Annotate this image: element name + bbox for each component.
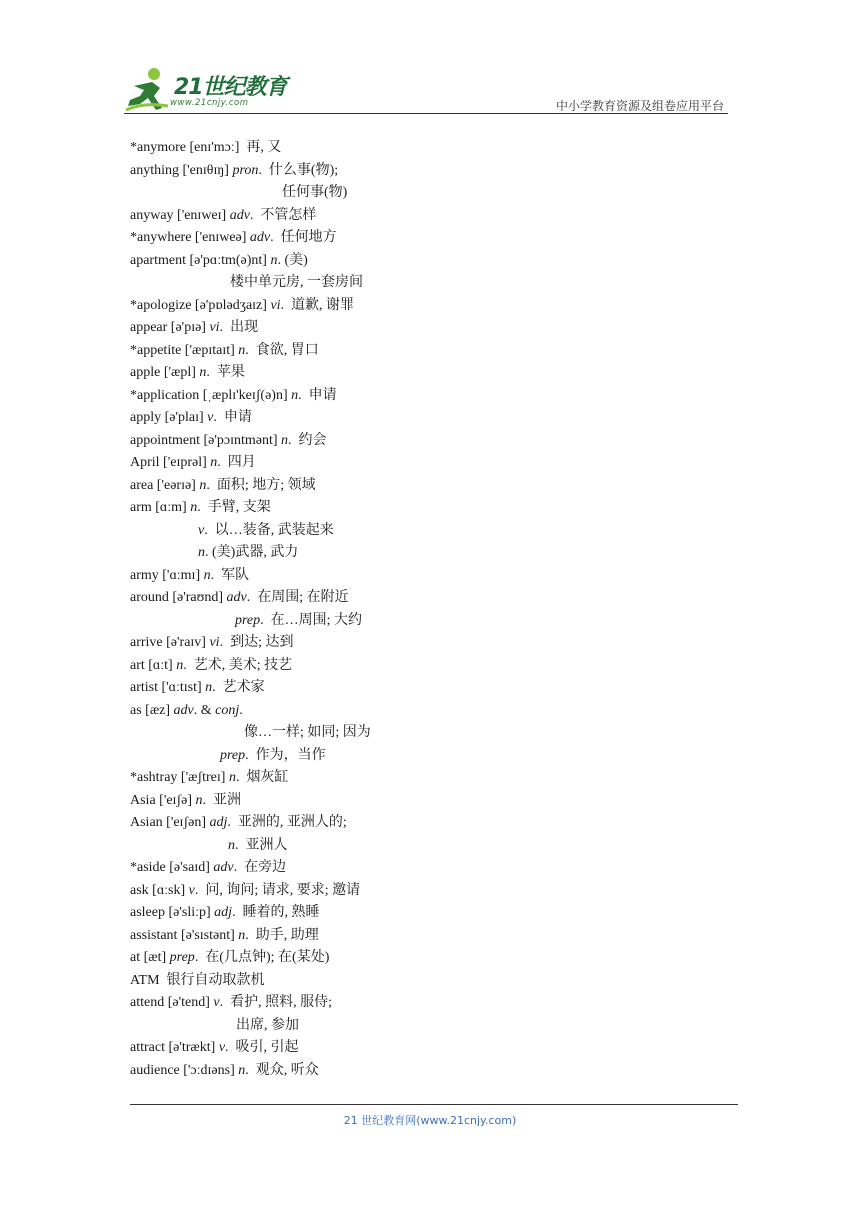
part-of-speech: n [291,387,299,403]
entry-text: . 作为，当作 [245,747,326,763]
vocab-entry [130,407,730,430]
entry-text: . 食欲, 胃口 [245,342,319,358]
entry-text: *apologize [ə'pɒlədʒaɪz] [130,297,271,313]
part-of-speech: n [228,837,235,853]
vocab-entry [130,992,730,1015]
entry-text: apartment [ə'pɑːtm(ə)nt] [130,252,271,268]
part-of-speech: n [176,657,184,673]
entry-text: 楼中单元房, 一套房间 [230,275,363,290]
entry-text: around [ə'raʊnd] [130,590,227,605]
entry-text: Asia ['eɪʃə] [130,792,196,808]
vocab-entry [130,835,730,858]
vocab-entry [130,227,730,250]
entry-text: at [æt] [130,950,170,965]
entry-text: attract [ə'trækt] [130,1040,219,1055]
part-of-speech: prep [235,612,261,628]
vocab-entry [130,655,730,678]
part-of-speech: n [199,477,207,493]
vocab-entry [130,947,730,970]
vocab-entry [130,745,730,768]
vocab-entry [130,137,730,160]
entry-text: . 艺术, 美术; 技艺 [183,657,293,673]
logo-url: www.21cnjy.com [170,98,249,108]
vocab-entry [130,430,730,453]
vocab-entry [130,677,730,700]
vocab-entry [130,317,730,340]
entry-text: . 看护, 照料, 服侍; [219,995,332,1010]
entry-text: . 出现 [219,320,259,335]
entry-text: appointment [ə'pɔɪntmənt] [130,432,282,448]
part-of-speech: v [188,882,195,898]
part-of-speech: n [238,1062,246,1078]
part-of-speech: n [270,252,278,268]
runner-icon [124,66,174,114]
vocab-entry [130,565,730,588]
entry-text: . 在…周围; 大约 [260,612,363,628]
part-of-speech: n [198,545,205,560]
entry-text: ATM 银行自动取款机 [130,972,265,988]
entry-text: area ['eərɪə] [130,477,200,493]
entry-text: . 吸引, 引起 [225,1040,299,1055]
entry-text: . (美) [277,252,308,268]
entry-text: . 到达; 达到 [219,635,294,650]
vocab-entry [130,610,730,633]
part-of-speech: adv [213,860,234,875]
part-of-speech: n [203,567,211,583]
part-of-speech: pron [232,162,259,178]
entry-text: appear [ə'pɪə] [130,320,210,335]
vocab-entry [130,970,730,993]
part-of-speech: v [213,995,220,1010]
vocab-entry [130,362,730,385]
vocab-entry [130,385,730,408]
vocab-entry [130,812,730,835]
page-header [0,0,860,120]
entry-text: . 亚洲人 [235,837,288,853]
entry-text: ask [ɑːsk] [130,882,189,898]
entry-text: arrive [ə'raɪv] [130,635,210,650]
entry-text: . 观众, 听众 [245,1062,319,1078]
entry-text: . 任何地方 [270,230,337,245]
vocab-entry [130,767,730,790]
vocab-entry [130,857,730,880]
part-of-speech: adv [226,590,247,605]
part-of-speech: n [205,680,213,695]
entry-text: . 苹果 [206,365,245,380]
footer-divider [130,1104,738,1105]
entry-text: . 不管怎样 [249,207,317,223]
entry-text: 像…一样; 如同; 因为 [244,725,371,740]
entry-text: . 手臂, 支架 [197,500,271,515]
vocab-entry [130,497,730,520]
part-of-speech: n [228,770,236,785]
entry-text: asleep [ə'sliːp] [130,905,215,920]
entry-text: . 面积; 地方; 领域 [206,477,316,493]
entry-text: artist ['ɑːtɪst] [130,680,206,695]
entry-text: . 在旁边 [233,860,287,875]
part-of-speech: n [281,432,289,448]
entry-text: . & [193,702,216,718]
entry-text: . 道歉, 谢罪 [280,297,355,313]
entry-text: . 约会 [288,432,327,448]
entry-text: . (美)武器, 武力 [205,545,299,560]
part-of-speech: n [210,455,218,470]
entry-text: . 以…装备, 武装起来 [204,522,334,538]
vocab-entry [130,722,730,745]
part-of-speech: n [199,365,207,380]
entry-text: . 四月 [217,455,256,470]
entry-text: . 军队 [210,567,250,583]
vocab-entry [130,160,730,183]
entry-text: . [239,702,243,718]
vocab-entry [130,587,730,610]
vocab-entry [130,1037,730,1060]
part-of-speech: conj [215,702,240,718]
part-of-speech: v [218,1040,226,1055]
vocab-entry [130,790,730,813]
entry-text: *anymore [enɪ'mɔː] 再, 又 [130,140,282,155]
entry-text: . 在(几点钟); 在(某处) [194,950,330,965]
entry-text: *appetite ['æpɪtaɪt] [130,342,239,358]
entry-text: . 艺术家 [212,680,265,695]
part-of-speech: vi [270,297,281,313]
entry-text: . 睡着的, 熟睡 [232,905,320,920]
vocab-entry [130,340,730,363]
part-of-speech: n [238,927,246,943]
vocab-entry [130,295,730,318]
entry-text: . 亚洲的, 亚洲人的; [227,815,347,830]
part-of-speech: n [190,500,198,515]
logo-text: 21世纪教育 [174,75,287,100]
part-of-speech: prep [169,950,195,965]
vocab-entry [130,925,730,948]
entry-text: 出席, 参加 [236,1017,299,1033]
entry-text: . 申请 [213,410,252,425]
entry-text: . 在周围; 在附近 [246,590,349,605]
vocab-entry [130,1015,730,1038]
footer-text: 21 世纪教育网(www.21cnjy.com) [343,1114,517,1127]
entry-text: anyway ['enɪweɪ] [130,207,230,223]
part-of-speech: vi [209,635,220,650]
entry-text: audience ['ɔːdɪəns] [130,1062,239,1078]
part-of-speech: adv [249,230,271,245]
part-of-speech: adv [229,207,250,223]
entry-text: . 申请 [298,387,337,403]
platform-title: 中小学教育资源及组卷应用平台 [555,99,724,113]
entry-text: army ['ɑːmɪ] [130,567,204,583]
entry-text: apple ['æpl] [130,365,200,380]
entry-text: art [ɑːt] [130,657,177,673]
entry-text: arm [ɑːm] [130,500,191,515]
entry-text: . 亚洲 [202,792,241,808]
vocab-entry [130,632,730,655]
vocab-entry [130,205,730,228]
vocab-entry [130,542,730,565]
vocabulary-list [130,137,730,1082]
vocab-entry [130,475,730,498]
entry-text: . 助手, 助理 [245,927,319,943]
entry-text: . 烟灰缸 [235,770,289,785]
part-of-speech: v [207,410,214,425]
vocab-entry [130,272,730,295]
vocab-entry [130,880,730,903]
part-of-speech: vi [209,320,220,335]
entry-text: . 问, 询问; 请求, 要求; 邀请 [194,882,361,898]
entry-text: attend [ə'tend] [130,995,214,1010]
entry-text: *application [ˌæplɪ'keɪʃ(ə)n] [130,387,292,403]
part-of-speech: v [198,522,205,538]
entry-text: anything ['enɪθɪŋ] [130,162,233,178]
vocab-entry [130,452,730,475]
entry-text: assistant [ə'sɪstənt] [130,927,239,943]
part-of-speech: adj [209,815,228,830]
part-of-speech: n [238,342,246,358]
logo [124,66,294,116]
part-of-speech: adj [214,905,233,920]
entry-text: as [æz] [130,702,174,718]
part-of-speech: prep [220,747,246,763]
entry-text: apply [ə'plaɪ] [130,410,208,425]
entry-text: April ['eɪprəl] [130,455,211,470]
entry-text: . 什么事(物); [258,162,339,178]
entry-text: Asian ['eɪʃən] [130,815,210,830]
header-divider [124,113,728,114]
vocab-entry [130,902,730,925]
vocab-entry [130,250,730,273]
vocab-entry [130,700,730,723]
entry-text: *ashtray ['æʃtreɪ] [130,770,229,785]
part-of-speech: n [195,792,203,808]
entry-text: *anywhere ['enɪweə] [130,230,250,245]
entry-text: 任何事(物) [282,185,348,200]
vocab-entry [130,520,730,543]
part-of-speech: adv [173,702,194,718]
vocab-entry [130,1060,730,1083]
vocab-entry [130,182,730,205]
entry-text: *aside [ə'saɪd] [130,860,214,875]
